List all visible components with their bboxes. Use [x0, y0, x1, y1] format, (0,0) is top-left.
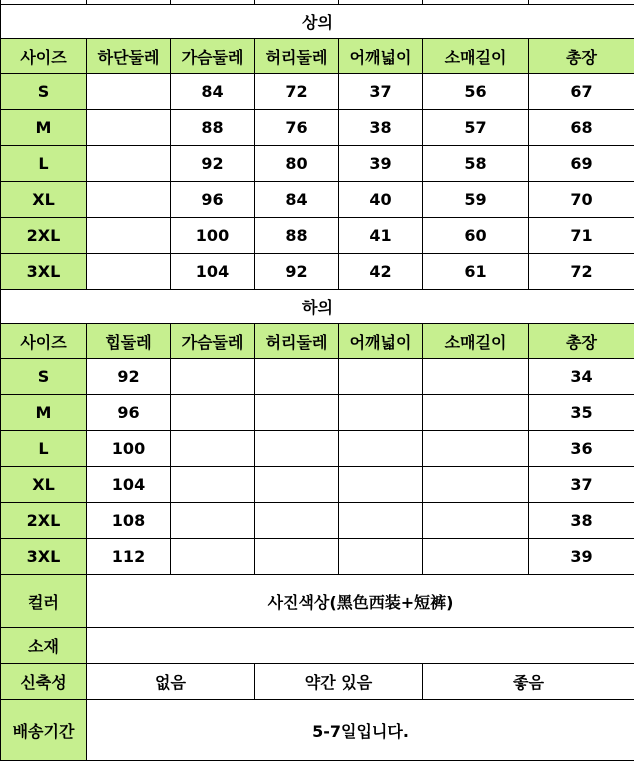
- measurement-cell: [255, 359, 339, 395]
- measurement-cell: 69: [529, 146, 634, 182]
- measurement-cell: [423, 539, 529, 575]
- size-label: L: [1, 431, 87, 467]
- measurement-cell: 37: [339, 74, 423, 110]
- measurement-cell: 96: [87, 395, 171, 431]
- measurement-cell: [339, 539, 423, 575]
- color-value: 사진색상(黑色西装+短裤): [87, 575, 634, 628]
- material-row: [1, 628, 634, 664]
- measurement-cell: [171, 467, 255, 503]
- measurement-cell: [87, 146, 171, 182]
- measurement-cell: [255, 503, 339, 539]
- column-header: 가슴둘레: [171, 39, 255, 74]
- bottom-section-title: 하의: [1, 290, 634, 324]
- table-row: [1, 503, 634, 539]
- bottom-header-row: [1, 324, 634, 359]
- measurement-cell: 39: [339, 146, 423, 182]
- size-label: M: [1, 110, 87, 146]
- column-header: 총장: [529, 39, 634, 74]
- measurement-cell: 57: [423, 110, 529, 146]
- measurement-cell: [171, 539, 255, 575]
- measurement-cell: [87, 74, 171, 110]
- measurement-cell: [423, 467, 529, 503]
- measurement-cell: 92: [87, 359, 171, 395]
- size-label: 3XL: [1, 539, 87, 575]
- color-label: 컬러: [1, 575, 87, 628]
- measurement-cell: 100: [171, 218, 255, 254]
- measurement-cell: 38: [529, 503, 634, 539]
- size-label: 2XL: [1, 218, 87, 254]
- table-row: [1, 254, 634, 290]
- table-row: [1, 467, 634, 503]
- measurement-cell: 61: [423, 254, 529, 290]
- stretch-label: 신축성: [1, 664, 87, 700]
- measurement-cell: 37: [529, 467, 634, 503]
- measurement-cell: 59: [423, 182, 529, 218]
- measurement-cell: 72: [529, 254, 634, 290]
- measurement-cell: 34: [529, 359, 634, 395]
- top-section-title: 상의: [1, 5, 634, 39]
- measurement-cell: [171, 395, 255, 431]
- measurement-cell: [87, 182, 171, 218]
- column-header: 힙둘레: [87, 324, 171, 359]
- table-row: [1, 218, 634, 254]
- stretch-option: 좋음: [423, 664, 634, 700]
- bottom-section-title-row: [1, 290, 634, 324]
- measurement-cell: 39: [529, 539, 634, 575]
- measurement-cell: 112: [87, 539, 171, 575]
- measurement-cell: [339, 467, 423, 503]
- column-header: 소매길이: [423, 324, 529, 359]
- measurement-cell: 58: [423, 146, 529, 182]
- size-label: 2XL: [1, 503, 87, 539]
- column-header: 사이즈: [1, 324, 87, 359]
- measurement-cell: 41: [339, 218, 423, 254]
- measurement-cell: [171, 359, 255, 395]
- measurement-cell: 84: [171, 74, 255, 110]
- measurement-cell: 67: [529, 74, 634, 110]
- measurement-cell: 68: [529, 110, 634, 146]
- measurement-cell: [339, 431, 423, 467]
- measurement-cell: [171, 503, 255, 539]
- table-row: [1, 110, 634, 146]
- measurement-cell: [171, 431, 255, 467]
- measurement-cell: 84: [255, 182, 339, 218]
- top-section-title-row: [1, 5, 634, 39]
- size-label: XL: [1, 182, 87, 218]
- size-label: L: [1, 146, 87, 182]
- material-label: 소재: [1, 628, 87, 664]
- measurement-cell: [255, 467, 339, 503]
- table-row: [1, 359, 634, 395]
- column-header: 어깨넓이: [339, 324, 423, 359]
- size-label: S: [1, 359, 87, 395]
- measurement-cell: 56: [423, 74, 529, 110]
- material-value: [87, 628, 634, 664]
- size-label: 3XL: [1, 254, 87, 290]
- color-row: [1, 575, 634, 628]
- measurement-cell: 108: [87, 503, 171, 539]
- measurement-cell: 60: [423, 218, 529, 254]
- table-row: [1, 146, 634, 182]
- table-row: [1, 431, 634, 467]
- column-header: 허리둘레: [255, 39, 339, 74]
- measurement-cell: [423, 431, 529, 467]
- column-header: 어깨넓이: [339, 39, 423, 74]
- stretch-row: [1, 664, 634, 700]
- stretch-option: 없음: [87, 664, 255, 700]
- table-row: [1, 182, 634, 218]
- shipping-row: [1, 700, 634, 761]
- table-row: [1, 395, 634, 431]
- measurement-cell: 88: [255, 218, 339, 254]
- measurement-cell: [423, 395, 529, 431]
- size-label: M: [1, 395, 87, 431]
- measurement-cell: [255, 539, 339, 575]
- measurement-cell: 40: [339, 182, 423, 218]
- measurement-cell: 100: [87, 431, 171, 467]
- size-chart-body: [1, 0, 634, 761]
- measurement-cell: 80: [255, 146, 339, 182]
- measurement-cell: 70: [529, 182, 634, 218]
- measurement-cell: [87, 254, 171, 290]
- measurement-cell: 71: [529, 218, 634, 254]
- measurement-cell: [423, 503, 529, 539]
- measurement-cell: [339, 395, 423, 431]
- measurement-cell: 96: [171, 182, 255, 218]
- stretch-option: 약간 있음: [255, 664, 423, 700]
- table-row: [1, 539, 634, 575]
- table-row: [1, 74, 634, 110]
- measurement-cell: 88: [171, 110, 255, 146]
- measurement-cell: [87, 218, 171, 254]
- measurement-cell: [339, 503, 423, 539]
- size-label: XL: [1, 467, 87, 503]
- measurement-cell: [87, 110, 171, 146]
- shipping-label: 배송기간: [1, 700, 87, 761]
- measurement-cell: 35: [529, 395, 634, 431]
- measurement-cell: 42: [339, 254, 423, 290]
- measurement-cell: 92: [171, 146, 255, 182]
- measurement-cell: [255, 431, 339, 467]
- size-label: S: [1, 74, 87, 110]
- measurement-cell: 38: [339, 110, 423, 146]
- column-header: 가슴둘레: [171, 324, 255, 359]
- measurement-cell: 36: [529, 431, 634, 467]
- column-header: 총장: [529, 324, 634, 359]
- column-header: 사이즈: [1, 39, 87, 74]
- measurement-cell: [255, 395, 339, 431]
- shipping-value: 5-7일입니다.: [87, 700, 634, 761]
- measurement-cell: 104: [171, 254, 255, 290]
- measurement-cell: [423, 359, 529, 395]
- column-header: 소매길이: [423, 39, 529, 74]
- column-header: 허리둘레: [255, 324, 339, 359]
- measurement-cell: 92: [255, 254, 339, 290]
- column-header: 하단둘레: [87, 39, 171, 74]
- measurement-cell: 76: [255, 110, 339, 146]
- top-header-row: [1, 39, 634, 74]
- measurement-cell: [339, 359, 423, 395]
- measurement-cell: 104: [87, 467, 171, 503]
- measurement-cell: 72: [255, 74, 339, 110]
